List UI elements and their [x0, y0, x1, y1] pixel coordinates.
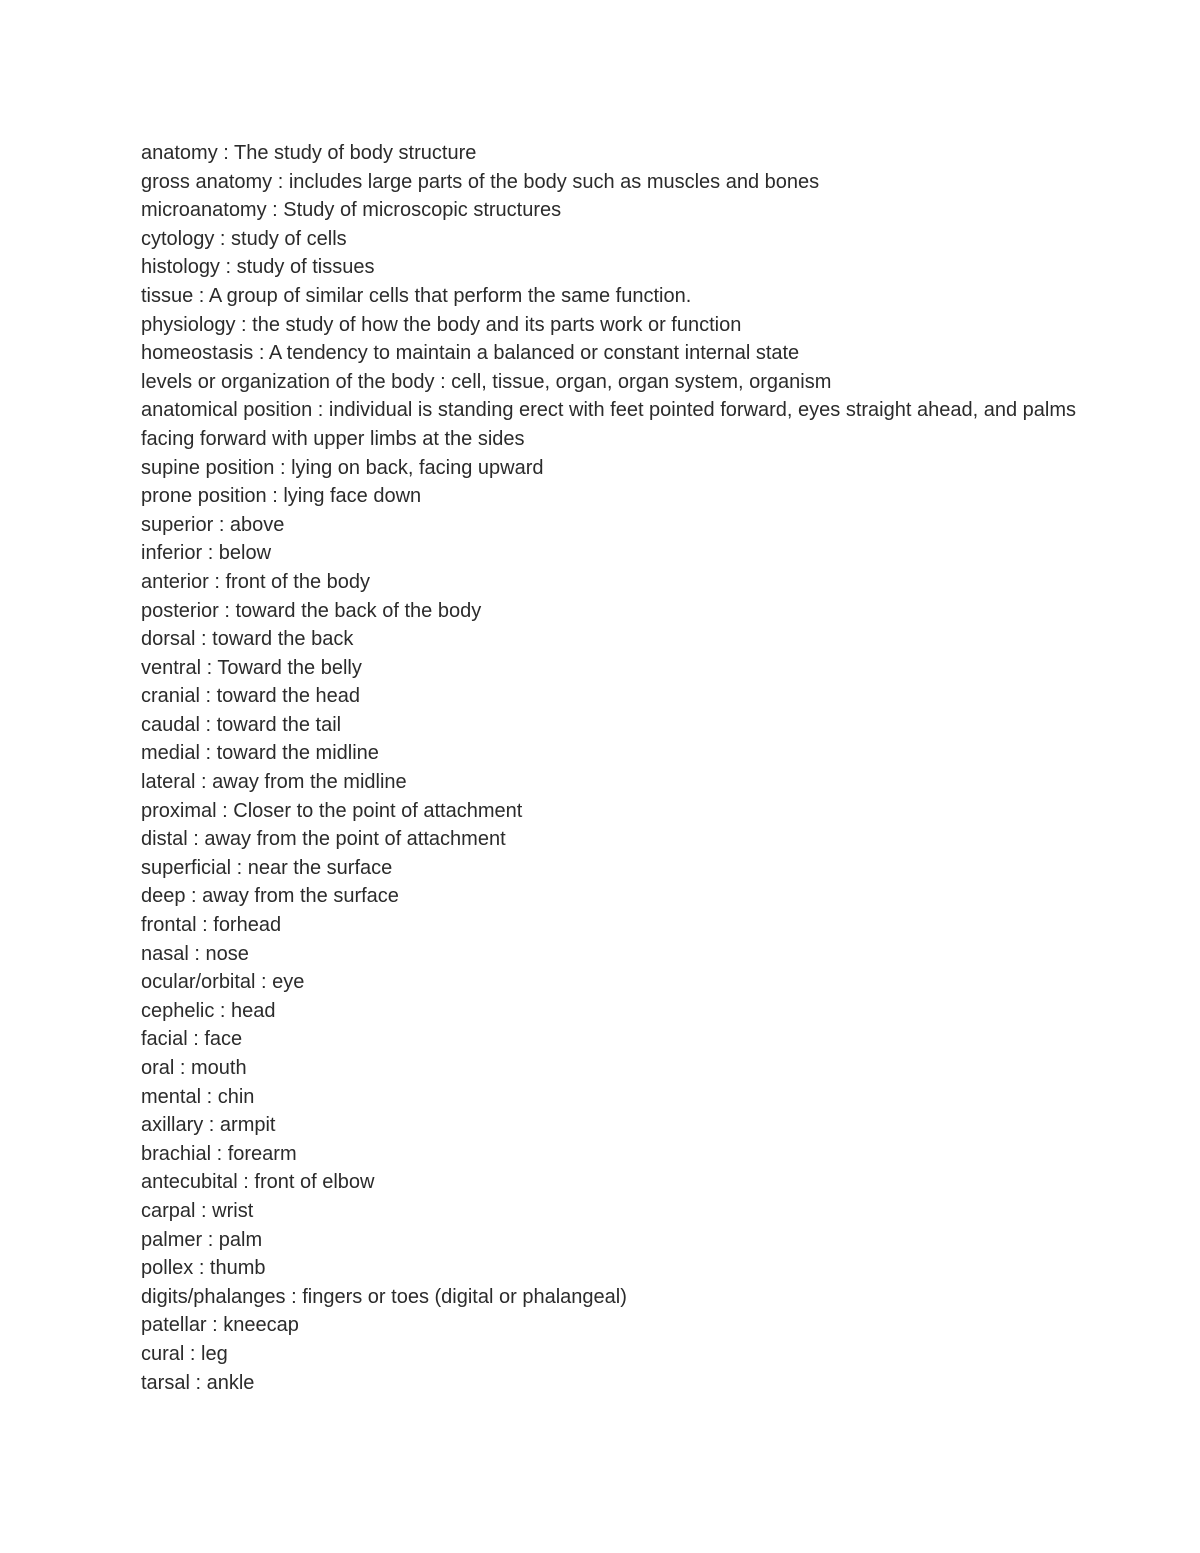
term-definition-entry: caudal : toward the tail [141, 713, 342, 736]
term-definition-entry: antecubital : front of elbow [141, 1171, 375, 1194]
term-definition-entry: ocular/orbital : eye [141, 971, 305, 994]
term-definition-entry: proximal : Closer to the point of attachment [141, 799, 523, 822]
term-definition-entry: posterior : toward the back of the body [141, 599, 482, 622]
term-definition-entry: tarsal : ankle [141, 1371, 255, 1394]
term-definition-entry: deep : away from the surface [141, 885, 399, 908]
term-definition-entry: dorsal : toward the back [141, 628, 354, 651]
term-definition-entry: superior : above [141, 513, 285, 536]
term-definition-entry: supine position : lying on back, facing upward [141, 456, 544, 479]
term-definition-entry: inferior : below [141, 542, 272, 565]
term-definition-entry: anatomy : The study of body structure [141, 142, 477, 164]
term-definition-list [141, 139, 1081, 1397]
term-definition-entry: brachial : forearm [141, 1142, 297, 1165]
term-definition-entry: lateral : away from the midline [141, 771, 407, 794]
term-definition-entry: cranial : toward the head [141, 685, 361, 708]
term-definition-entry: anatomical position : individual is standing erect with feet pointed forward, eyes straight ahead, and palms facing forward with upper limbs at the sides [141, 399, 1076, 450]
term-definition-entry: axillary : armpit [141, 1114, 276, 1137]
term-definition-entry: prone position : lying face down [141, 485, 422, 508]
term-definition-entry: distal : away from the point of attachment [141, 828, 506, 851]
term-definition-entry: digits/phalanges : fingers or toes (digital or phalangeal) [141, 1285, 627, 1308]
term-definition-entry: cural : leg [141, 1342, 228, 1365]
term-definition-entry: superficial : near the surface [141, 856, 393, 879]
term-definition-entry: levels or organization of the body : cell, tissue, organ, organ system, organism [141, 370, 832, 393]
term-definition-entry: microanatomy : Study of microscopic structures [141, 199, 562, 222]
term-definition-entry: cytology : study of cells [141, 227, 347, 250]
term-definition-entry: gross anatomy : includes large parts of the body such as muscles and bones [141, 170, 820, 193]
term-definition-entry: patellar : kneecap [141, 1314, 299, 1337]
term-definition-entry: histology : study of tissues [141, 256, 375, 279]
term-definition-entry: pollex : thumb [141, 1257, 266, 1280]
term-definition-entry: facial : face [141, 1028, 243, 1051]
term-definition-entry: medial : toward the midline [141, 742, 379, 765]
term-definition-entry: oral : mouth [141, 1057, 247, 1079]
term-definition-entry: tissue : A group of similar cells that perform the same function. [141, 284, 692, 307]
term-definition-entry: frontal : forhead [141, 914, 282, 937]
term-definition-entry: ventral : Toward the belly [141, 656, 362, 679]
term-definition-entry: mental : chin [141, 1085, 255, 1108]
term-definition-entry: cephelic : head [141, 999, 276, 1022]
term-definition-entry: nasal : nose [141, 942, 249, 965]
term-definition-entry: carpal : wrist [141, 1199, 254, 1222]
term-definition-entry: homeostasis : A tendency to maintain a balanced or constant internal state [141, 342, 800, 365]
term-definition-entry: palmer : palm [141, 1228, 263, 1251]
term-definition-entry: anterior : front of the body [141, 570, 371, 593]
term-definition-entry: physiology : the study of how the body and its parts work or function [141, 313, 742, 336]
